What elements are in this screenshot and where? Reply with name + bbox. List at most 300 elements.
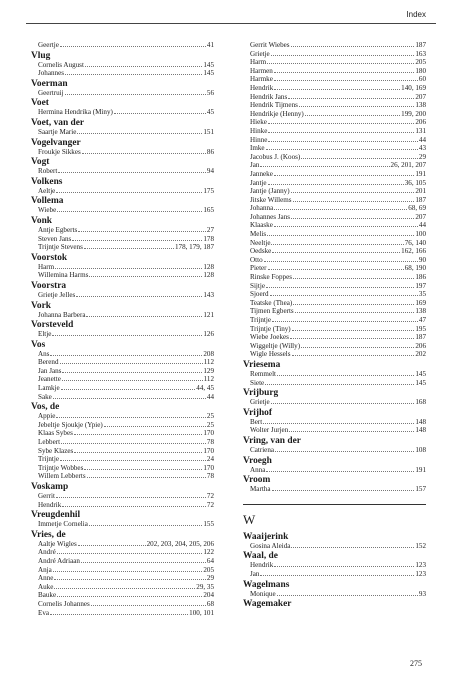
- entry-name: Bert: [250, 417, 263, 426]
- surname-heading: Voorstra: [31, 280, 67, 291]
- header-rule: [26, 23, 436, 24]
- index-entry: [243, 485, 426, 494]
- dot-leader: [266, 471, 414, 472]
- dot-leader: [295, 312, 415, 313]
- entry-pages: 207: [415, 92, 426, 101]
- entry-pages: 143: [203, 290, 214, 299]
- entry-name: Johannes: [38, 69, 65, 78]
- entry-name: Harmke: [250, 75, 273, 84]
- entry-pages: 155: [203, 520, 214, 529]
- dot-leader: [272, 252, 400, 253]
- index-entry: [243, 446, 426, 455]
- entry-name: Hendrik Tijmens: [250, 101, 298, 110]
- entry-pages: 27: [206, 225, 214, 234]
- index-entry: [31, 271, 214, 280]
- entry-pages: 201: [415, 187, 426, 196]
- entry-pages: 112: [203, 358, 214, 367]
- index-entry: [243, 239, 426, 248]
- surname-heading: Wagelmans: [243, 579, 290, 590]
- entry-name: Saartje Marie: [38, 127, 77, 136]
- entry-pages: 25: [206, 420, 214, 429]
- entry-pages: 122: [203, 548, 214, 557]
- entry-name: Klaaske: [250, 221, 273, 230]
- entry-pages: 93: [418, 589, 426, 598]
- index-entry: [243, 418, 426, 427]
- dot-leader: [274, 209, 407, 210]
- index-entry: [31, 540, 214, 549]
- dot-leader: [61, 389, 196, 390]
- entry-name: Geertruij: [38, 88, 64, 97]
- entry-pages: 165: [203, 206, 214, 215]
- dot-leader: [54, 579, 206, 580]
- index-entry: [31, 128, 214, 137]
- entry-pages: 170: [203, 463, 214, 472]
- index-entry: [243, 307, 426, 316]
- entry-pages: 191: [415, 169, 426, 178]
- entry-pages: 47: [418, 316, 426, 324]
- dot-leader: [87, 477, 206, 478]
- index-entry: [31, 455, 214, 464]
- entry-pages: 112: [203, 375, 214, 384]
- entry-name: Martha: [250, 485, 271, 494]
- dot-leader: [58, 172, 206, 173]
- entry-name: Hendrik: [38, 500, 62, 509]
- dot-leader: [266, 287, 414, 288]
- entry-name: Wiggeltje (Willy): [250, 341, 301, 350]
- index-entry: [31, 291, 214, 300]
- entry-name: Anja: [38, 565, 52, 574]
- entry-pages: 76, 140: [404, 238, 426, 247]
- entry-name: Imke: [250, 144, 265, 153]
- dot-leader: [60, 46, 206, 47]
- entry-name: Steven Jans: [38, 234, 72, 243]
- entry-pages: 44: [206, 392, 214, 401]
- section-letter: W: [243, 511, 256, 527]
- entry-pages: 78: [206, 438, 214, 447]
- dot-leader: [55, 268, 202, 269]
- entry-pages: 68, 69: [408, 204, 426, 213]
- entry-name: Janneke: [250, 169, 273, 178]
- entry-name: Wiebe Joekes: [250, 333, 289, 342]
- index-entry: [31, 583, 214, 592]
- index-column-left: [31, 41, 214, 617]
- entry-pages: 152: [415, 541, 426, 550]
- entry-pages: 128: [203, 271, 214, 280]
- dot-leader: [270, 295, 418, 296]
- surname-heading: Vroom: [243, 475, 271, 486]
- index-entry: [31, 206, 214, 215]
- entry-name: Grietje: [250, 49, 270, 58]
- entry-pages: 157: [415, 485, 426, 494]
- entry-pages: 44, 45: [196, 384, 214, 393]
- entry-name: Berend: [38, 358, 59, 367]
- entry-name: Harmen: [250, 66, 273, 75]
- entry-pages: 29: [206, 574, 214, 583]
- index-entry: [243, 256, 426, 265]
- dot-leader: [291, 547, 414, 548]
- index-entry: [31, 350, 214, 359]
- entry-name: Willemina Harms: [38, 271, 89, 280]
- dot-leader: [54, 588, 195, 589]
- dot-leader: [104, 426, 206, 427]
- dot-leader: [291, 192, 415, 193]
- index-entry: [243, 153, 426, 162]
- dot-leader: [290, 338, 414, 339]
- entry-name: Lamkje: [38, 384, 60, 393]
- index-entry: [243, 282, 426, 291]
- entry-pages: 202: [415, 350, 426, 359]
- index-entry: [243, 204, 426, 213]
- index-entry: [243, 170, 426, 179]
- entry-name: Otto: [250, 255, 263, 264]
- entry-name: Gosina Aleida: [250, 541, 291, 550]
- index-entry: [243, 561, 426, 570]
- entry-pages: 45: [206, 108, 214, 117]
- entry-pages: 163: [415, 49, 426, 58]
- entry-pages: 145: [203, 69, 214, 78]
- dot-leader: [260, 575, 414, 576]
- entry-name: Jan Jans: [38, 366, 62, 375]
- index-entry: [31, 263, 214, 272]
- surname-heading: Wagemaker: [243, 599, 292, 610]
- index-entry: [243, 333, 426, 342]
- dot-leader: [57, 211, 202, 212]
- dot-leader: [288, 98, 414, 99]
- surname-heading: Volkens: [31, 176, 63, 187]
- index-entry: [243, 101, 426, 110]
- index-entry: [243, 179, 426, 188]
- dot-leader: [271, 244, 403, 245]
- entry-name: Robert: [38, 167, 58, 176]
- surname-heading: Vries, de: [31, 529, 66, 540]
- entry-pages: 138: [415, 307, 426, 316]
- entry-pages: 205: [203, 565, 214, 574]
- index-entry: [31, 167, 214, 176]
- surname-heading: Vrijburg: [243, 388, 279, 399]
- entry-name: Harm: [250, 58, 267, 67]
- entry-name: Jan: [250, 569, 260, 578]
- index-entry: [31, 501, 214, 510]
- entry-name: Hinne: [250, 135, 268, 144]
- entry-pages: 129: [203, 366, 214, 375]
- entry-pages: 187: [415, 333, 426, 342]
- entry-pages: 207: [415, 212, 426, 221]
- dot-leader: [264, 261, 418, 262]
- entry-pages: 178, 179, 187: [174, 243, 214, 252]
- index-column-right: [243, 41, 426, 609]
- entry-pages: 206: [415, 118, 426, 127]
- dot-leader: [291, 218, 414, 219]
- surname-heading: Waaijerink: [243, 531, 289, 542]
- entry-pages: 123: [415, 561, 426, 570]
- entry-pages: 148: [415, 426, 426, 435]
- dot-leader: [292, 330, 415, 331]
- entry-name: Wiebe: [38, 206, 57, 215]
- entry-name: Immetje Cornelia: [38, 520, 88, 529]
- dot-leader: [56, 192, 202, 193]
- dot-leader: [266, 149, 418, 150]
- dot-leader: [274, 175, 415, 176]
- index-entry: [31, 464, 214, 473]
- surname-heading: Vos, de: [31, 402, 60, 413]
- index-entry: [31, 421, 214, 430]
- dot-leader: [271, 55, 415, 56]
- entry-name: Jacobus J. (Koos): [250, 152, 301, 161]
- entry-pages: 72: [206, 492, 214, 500]
- entry-name: Klaas Sybes: [38, 429, 73, 438]
- dot-leader: [265, 384, 414, 385]
- dot-leader: [272, 321, 418, 322]
- index-entry: [243, 196, 426, 205]
- index-entry: [31, 447, 214, 456]
- entry-pages: 35: [418, 290, 426, 299]
- entry-pages: 180: [415, 66, 426, 75]
- entry-pages: 145: [415, 378, 426, 387]
- entry-pages: 56: [206, 88, 214, 97]
- index-entry: [243, 299, 426, 308]
- entry-name: Melis: [250, 230, 267, 239]
- entry-name: Hermina Hendrika (Miny): [38, 108, 113, 117]
- entry-pages: 68, 190: [404, 264, 426, 273]
- entry-name: Johanna Barbera: [38, 310, 86, 319]
- entry-name: Eva: [38, 608, 50, 617]
- dot-leader: [74, 434, 202, 435]
- entry-name: Eltje: [38, 330, 52, 339]
- entry-name: Johanna: [250, 204, 274, 213]
- entry-name: Lebbert: [38, 438, 61, 447]
- surname-heading: Vos: [31, 339, 46, 350]
- index-entry: [31, 548, 214, 557]
- entry-pages: 25: [206, 412, 214, 421]
- entry-name: Froukje Sikkes: [38, 147, 81, 156]
- index-entry: [31, 609, 214, 618]
- surname-heading: Voorstok: [31, 252, 68, 263]
- index-entry: [31, 429, 214, 438]
- entry-name: Jan: [250, 161, 260, 170]
- dot-leader: [268, 123, 414, 124]
- entry-pages: 44: [418, 135, 426, 144]
- entry-pages: 206: [415, 341, 426, 350]
- entry-pages: 186: [415, 273, 426, 282]
- entry-name: Remmelt: [250, 369, 277, 378]
- dot-leader: [89, 525, 203, 526]
- entry-name: Hieke: [250, 118, 267, 127]
- dot-leader: [62, 380, 203, 381]
- entry-name: Grietje Jelles: [38, 290, 76, 299]
- entry-pages: 94: [206, 167, 214, 176]
- index-entry: [243, 398, 426, 407]
- entry-name: Geertje: [38, 41, 59, 49]
- dot-leader: [268, 132, 414, 133]
- surname-heading: Vogelvanger: [31, 137, 81, 148]
- index-entry: [31, 557, 214, 566]
- index-entry: [31, 358, 214, 367]
- entry-pages: 191: [415, 465, 426, 474]
- surname-heading: Vroegh: [243, 455, 272, 466]
- entry-pages: 108: [415, 445, 426, 454]
- surname-heading: Voskamp: [31, 482, 69, 492]
- dot-leader: [293, 278, 414, 279]
- entry-name: Wolter Jurjen: [250, 426, 289, 435]
- index-entry: [243, 325, 426, 334]
- entry-name: Willem Lebberts: [38, 472, 86, 481]
- dot-leader: [274, 72, 415, 73]
- index-entry: [243, 144, 426, 153]
- dot-leader: [62, 372, 202, 373]
- entry-name: Catriena: [250, 445, 275, 454]
- dot-leader: [301, 158, 418, 159]
- entry-pages: 90: [418, 255, 426, 264]
- index-entry: [31, 69, 214, 78]
- surname-heading: Vork: [31, 300, 51, 311]
- section-rule: [243, 504, 426, 505]
- dot-leader: [305, 115, 400, 116]
- entry-name: Sijtje: [250, 281, 265, 290]
- surname-heading: Waal, de: [243, 551, 278, 562]
- entry-pages: 60: [418, 75, 426, 84]
- dot-leader: [299, 106, 414, 107]
- entry-pages: 121: [203, 310, 214, 319]
- dot-leader: [267, 63, 414, 64]
- dot-leader: [53, 571, 203, 572]
- dot-leader: [57, 596, 202, 597]
- index-entry: [243, 350, 426, 359]
- surname-heading: Vring, van der: [243, 435, 301, 446]
- entry-pages: 140, 169: [401, 83, 426, 92]
- dot-leader: [74, 452, 202, 453]
- index-entry: [243, 264, 426, 273]
- entry-name: Cornelis Johannes: [38, 599, 90, 608]
- index-entry: [243, 75, 426, 84]
- index-entry: [243, 136, 426, 145]
- index-entry: [243, 127, 426, 136]
- entry-name: Neeltje: [250, 238, 271, 247]
- entry-pages: 197: [415, 281, 426, 290]
- entry-pages: 151: [203, 127, 214, 136]
- index-entry: [31, 412, 214, 421]
- surname-heading: Vrijhof: [243, 407, 272, 418]
- dot-leader: [72, 240, 202, 241]
- entry-name: Trijntje Wobbes: [38, 463, 84, 472]
- surname-heading: Voet: [31, 98, 49, 109]
- index-entry: [31, 235, 214, 244]
- dot-leader: [293, 304, 414, 305]
- entry-pages: 78: [206, 472, 214, 481]
- dot-leader: [50, 614, 188, 615]
- index-entry: [243, 542, 426, 551]
- index-entry: [31, 367, 214, 376]
- entry-pages: 148: [415, 417, 426, 426]
- index-entry: [243, 118, 426, 127]
- entry-name: Tijmen Egberts: [250, 307, 294, 316]
- dot-leader: [263, 423, 414, 424]
- dot-leader: [293, 201, 415, 202]
- dot-leader: [60, 460, 206, 461]
- index-entry: [243, 570, 426, 579]
- index-entry: [31, 472, 214, 481]
- surname-heading: Vonk: [31, 215, 53, 226]
- entry-name: Jitske Willems: [250, 195, 292, 204]
- index-entry: [31, 566, 214, 575]
- entry-name: Teatske (Thea): [250, 298, 293, 307]
- entry-name: Auke: [38, 582, 54, 591]
- running-header: Index: [406, 10, 426, 19]
- dot-leader: [76, 296, 202, 297]
- dot-leader: [57, 553, 203, 554]
- entry-name: Cornelis August: [38, 60, 84, 69]
- entry-name: Siete: [250, 378, 265, 387]
- dot-leader: [65, 74, 202, 75]
- entry-name: Anne: [38, 574, 54, 583]
- index-entry: [243, 370, 426, 379]
- dot-leader: [78, 231, 206, 232]
- entry-pages: 162, 166: [401, 247, 426, 256]
- entry-name: Hendrik: [250, 83, 274, 92]
- index-entry: [31, 384, 214, 393]
- index-entry: [31, 492, 214, 501]
- index-entry: [243, 84, 426, 93]
- entry-name: Gerrit: [38, 492, 55, 500]
- index-entry: [243, 67, 426, 76]
- dot-leader: [53, 398, 206, 399]
- entry-name: Monique: [250, 589, 276, 598]
- entry-pages: 205: [415, 58, 426, 67]
- entry-pages: 86: [206, 147, 214, 156]
- entry-name: Sake: [38, 392, 52, 401]
- dot-leader: [277, 375, 414, 376]
- index-entry: [243, 342, 426, 351]
- index-entry: [31, 61, 214, 70]
- index-entry: [31, 393, 214, 402]
- entry-pages: 123: [415, 569, 426, 578]
- entry-name: Trijntje: [250, 316, 272, 324]
- entry-pages: 202, 203, 204, 205, 206: [146, 539, 214, 548]
- dot-leader: [277, 595, 418, 596]
- entry-pages: 128: [203, 262, 214, 271]
- surname-heading: Vogt: [31, 157, 50, 168]
- entry-name: Hendrik: [250, 561, 274, 570]
- entry-name: Jantje: [250, 178, 267, 187]
- entry-name: Oedske: [250, 247, 272, 256]
- index-entry: [243, 93, 426, 102]
- index-entry: [31, 187, 214, 196]
- dot-leader: [84, 248, 174, 249]
- index-entry: [243, 316, 426, 325]
- entry-name: Appie: [38, 412, 56, 421]
- entry-name: Wigle Hessels: [250, 350, 291, 359]
- dot-leader: [82, 153, 206, 154]
- entry-name: Bauke: [38, 591, 57, 600]
- dot-leader: [60, 363, 203, 364]
- entry-name: Jebeltje Sjoukje (Ypie): [38, 420, 103, 429]
- dot-leader: [268, 141, 418, 142]
- surname-heading: Voerman: [31, 78, 68, 89]
- entry-pages: 204: [203, 591, 214, 600]
- surname-heading: Voet, van der: [31, 117, 85, 128]
- entry-pages: 72: [206, 500, 214, 509]
- entry-name: Aeltje: [38, 186, 56, 195]
- dot-leader: [77, 133, 202, 134]
- letter-section: [243, 504, 426, 527]
- index-entry: [31, 375, 214, 384]
- surname-heading: Vriesema: [243, 359, 281, 370]
- index-entry: [31, 41, 214, 50]
- dot-leader: [274, 80, 418, 81]
- entry-name: Jeanette: [38, 375, 61, 384]
- dot-leader: [65, 94, 206, 95]
- dot-leader: [62, 506, 206, 507]
- entry-name: Harm: [38, 262, 55, 271]
